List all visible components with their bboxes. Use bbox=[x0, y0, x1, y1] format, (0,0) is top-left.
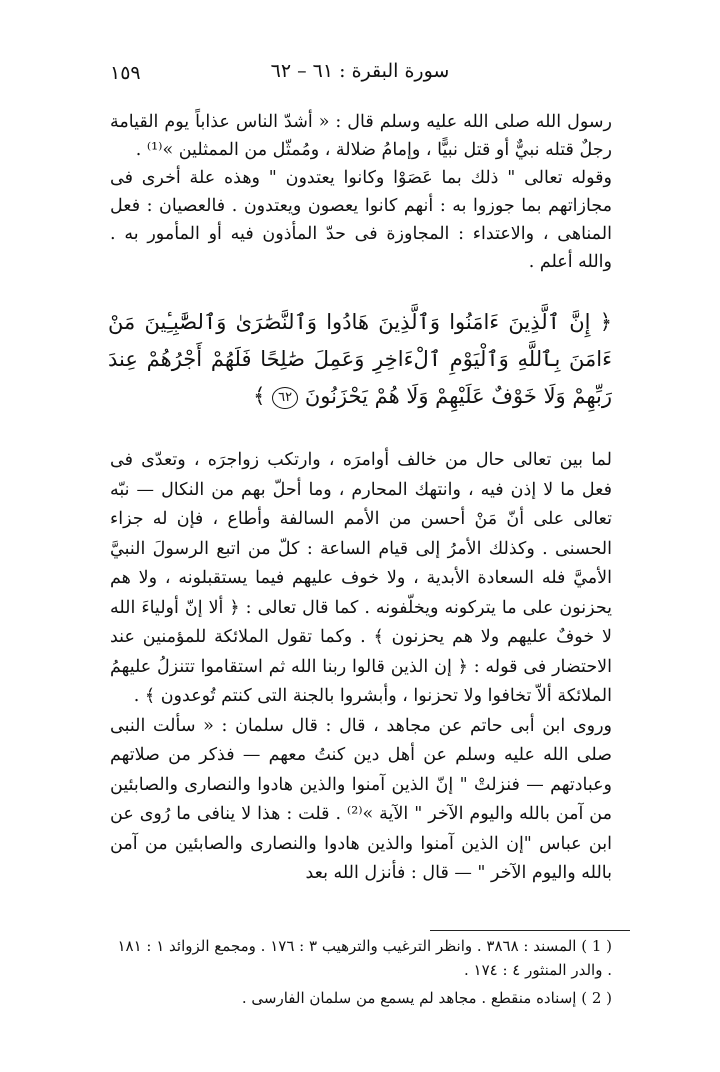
tafsir-paragraph-1: لما بين تعالى حال من خالف أوامرَه ، وارتكب زواجرَه ، وتعدّى فى فعل ما لا إذن فيه ، وانتهك المحارم ، وما أحلّ بهم من النكال — نبّه تعالى على أنّ مَنْ أحسن من الأمم السالفة وأطاع ، فإن له جزاء الحسنى . وكذلك الأمرُ إلى قيام الساعة : كلّ من اتبع الرسولَ النبيَّ الأميَّ فله السعادة الأبدية ، ولا خوف عليهم فيما يستقبلونه ، ولا هم يحزنون على ما يتركونه ويخلّفونه . كما قال تعالى : ﴿ ألا إنّ أولياءَ الله لا خوفٌ عليهم ولا هم يحزنون ﴾ . وكما تقول الملائكة للمؤمنين عند الاحتضار فى قوله : ﴿ إن الذين قالوا ربنا الله ثم استقاموا تتنزلُ عليهمُ الملائكة ألاّ تخافوا ولا تحزنوا ، وأبشروا بالجنة التى كنتم تُوعدون ﴾ . bbox=[110, 450, 612, 706]
tafsir-paragraph-2: وروى ابن أبى حاتم عن مجاهد ، قال : قال سلمان : « سألت النبى صلى الله عليه وسلم عن أهل دين كنتُ معهم — فذكر من صلاتهم وعبادتهم — فنزلتْ " إنّ الذين آمنوا والذين هادوا والنصارى والصابئين من آمن بالله واليوم الآخر " الآية »⁽²⁾ . قلت : هذا لا ينافى ما رُوى عن ابن عباس "إن الذين آمنوا والذين هادوا والنصارى والصابئين من آمن بالله واليوم الآخر " — قال : فأنزل الله بعد bbox=[110, 715, 612, 883]
surah-title: سورة البقرة : ٦١ – ٦٢ bbox=[270, 60, 450, 82]
quran-verse bbox=[108, 304, 612, 415]
verse-closing-bracket: ﴾ bbox=[253, 384, 266, 408]
running-header bbox=[100, 60, 620, 90]
footnote-1: ( 1 ) المسند : ٣٨٦٨ . وانظر الترغيب والترهيب ٣ : ١٧٦ . ومجمع الزوائد ١ : ١٨١ . والدر المنثور ٤ : ١٧٤ . bbox=[117, 937, 612, 979]
tafsir-text bbox=[110, 446, 612, 889]
commentary-top bbox=[110, 108, 612, 276]
page-number: ١٥٩ bbox=[110, 62, 141, 84]
ayah-number-marker: ٦٢ bbox=[272, 387, 298, 409]
verse-text: ﴿ إِنَّ ٱلَّذِينَ ءَامَنُوا وَٱلَّذِينَ هَادُوا وَٱلنَّصَٰرَىٰ وَٱلصَّٰبِـِٔينَ مَنْ ءَامَنَ بِٱللَّهِ وَٱلْيَوْمِ ٱلْءَاخِرِ وَعَمِلَ صَٰلِحًا فَلَهُمْ أَجْرُهُمْ عِندَ رَبِّهِمْ وَلَا خَوْفٌ عَلَيْهِمْ وَلَا هُمْ يَحْزَنُونَ bbox=[108, 310, 612, 408]
footnote-divider bbox=[430, 930, 630, 931]
footnote-2: ( 2 ) إسناده منقطع . مجاهد لم يسمع من سلمان الفارسى . bbox=[241, 989, 612, 1007]
paragraph-hadith: رسول الله صلى الله عليه وسلم قال : « أشدّ الناس عذاباً يوم القيامة رجلٌ قتله نبيٌّ أو قتل نبيًّا ، وإمامُ ضلالة ، ومُمثّل من الممثلين »⁽¹⁾ . bbox=[110, 112, 612, 160]
footnotes bbox=[110, 934, 612, 1014]
paragraph-explanation: وقوله تعالى " ذلك بما عَصَوْا وكانوا يعتدون " وهذه علة أخرى فى مجازاتهم بما جوزوا به : أنهم كانوا يعصون ويعتدون . فالعصيان : فعل المناهى ، والاعتداء : المجاوزة فى حدّ المأذون فيه أو المأمور به . والله أعلم . bbox=[110, 168, 612, 272]
